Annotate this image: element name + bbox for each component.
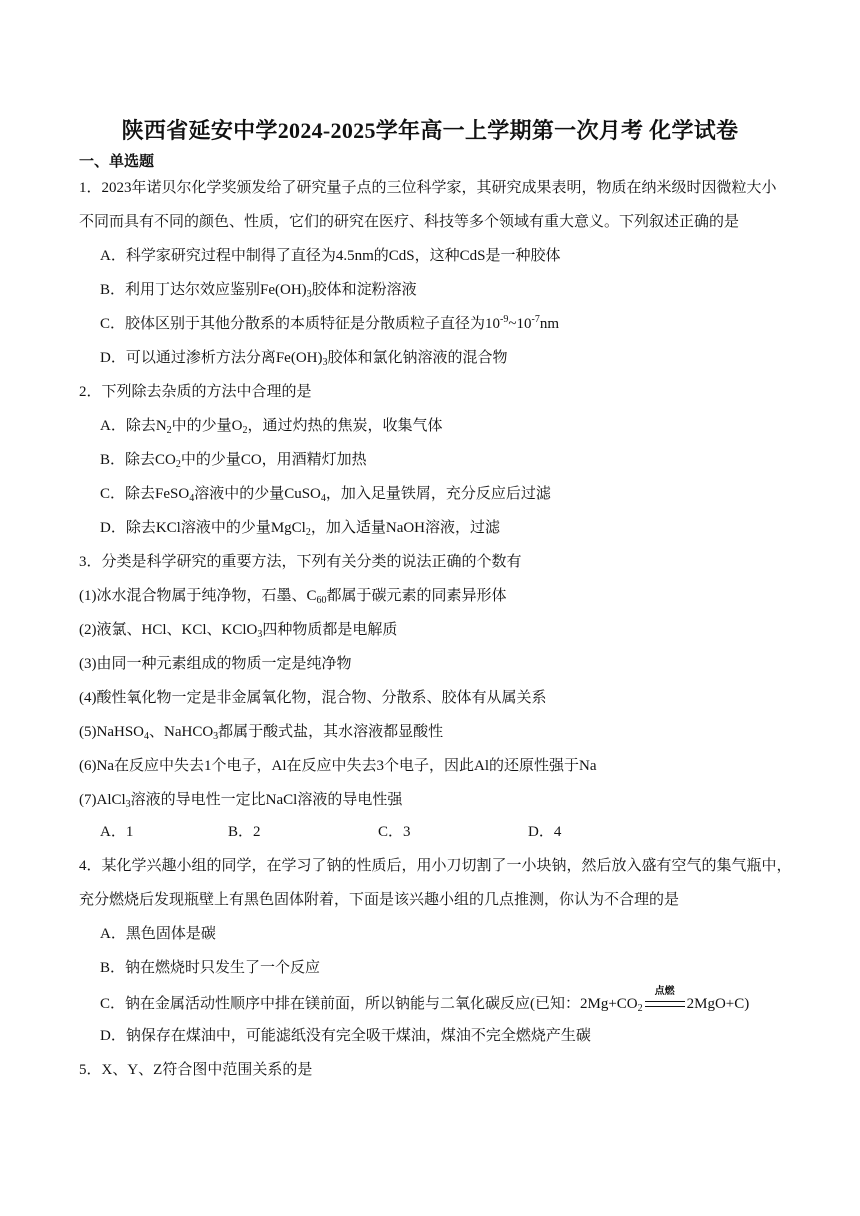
q2-option-a: A．除去$N_2$中的少量$O_2$，通过灼热的焦炭，收集气体 (100, 418, 443, 436)
q1-option-a: A．科学家研究过程中制得了直径为4.5nm的CdS，这种CdS是一种胶体 (100, 248, 561, 264)
q5-stem: 5．X、Y、Z符合图中范围关系的是 (79, 1062, 313, 1078)
q4-option-b: B．钠在燃烧时只发生了一个反应 (100, 960, 321, 976)
q2-option-d: D．除去KCl溶液中的少量MgCl$_2$，加入适量NaOH溶液，过滤 (100, 520, 501, 538)
q1-option-d: D．可以通过渗析方法分离$Fe(OH)_3$胶体和氯化钠溶液的混合物 (100, 350, 508, 368)
q1-option-c: C．胶体区别于其他分散系的本质特征是分散质粒子直径为$10^{-9}\sim 10^{-7}nm$ (100, 314, 559, 332)
q3-statement-4: (4)酸性氧化物一定是非金属氧化物，混合物、分散系、胶体有从属关系 (79, 690, 547, 706)
q3-statement-7: (7)AlCl$_3$溶液的导电性一定比NaCl溶液的导电性强 (79, 792, 403, 810)
q3-statement-1: (1)冰水混合物属于纯净物，石墨、$C_{60}$都属于碳元素的同素异形体 (79, 588, 507, 606)
q3-stem: 3．分类是科学研究的重要方法，下列有关分类的说法正确的个数有 (79, 554, 522, 570)
q3-statement-2: (2)液氯、HCl、KCl、KClO$_3$四种物质都是电解质 (79, 622, 398, 640)
q3-option-b: B．2 (228, 824, 261, 840)
q4-option-d: D．钠保存在煤油中，可能滤纸没有完全吸干煤油，煤油不完全燃烧产生碳 (100, 1028, 591, 1044)
q3-statement-6: (6)Na在反应中失去1个电子，Al在反应中失去3个电子，因此Al的还原性强于Na (79, 758, 597, 774)
q2-stem: 2．下列除去杂质的方法中合理的是 (79, 384, 312, 400)
q3-option-c: C．3 (378, 824, 411, 840)
q4-stem-line1: 4．某化学兴趣小组的同学，在学习了钠的性质后，用小刀切割了一小块钠，然后放入盛有空气的集气瓶中， (79, 858, 792, 874)
q1-stem-line1: 1．2023年诺贝尔化学奖颁发给了研究量子点的三位科学家，其研究成果表明，物质在纳米级时因微粒大小 (79, 180, 777, 196)
equals-sign (645, 1001, 685, 1007)
q3-statement-3: (3)由同一种元素组成的物质一定是纯净物 (79, 656, 352, 672)
q3-options-row (100, 822, 600, 842)
exam-title: 陕西省延安中学2024-2025学年高一上学期第一次月考 化学试卷 (121, 118, 739, 143)
q1-stem-line2: 不同而具有不同的颜色、性质，它们的研究在医疗、科技等多个领域有重大意义。下列叙述正确的是 (79, 214, 740, 230)
q2-option-b: B．除去$CO_2$中的少量CO，用酒精灯加热 (100, 452, 367, 470)
q3-statement-5: (5)NaHSO$_4$、NaHCO$_3$都属于酸式盐，其水溶液都显酸性 (79, 724, 444, 742)
q4-option-a: A．黑色固体是碳 (100, 926, 216, 942)
q2-option-c: C．除去FeSO$_4$溶液中的少量CuSO$_4$，加入足量铁屑，充分反应后过滤 (100, 486, 551, 504)
q3-option-d: D．4 (528, 824, 562, 840)
q4-stem-line2: 充分燃烧后发现瓶壁上有黑色固体附着，下面是该兴趣小组的几点推测，你认为不合理的是 (79, 892, 680, 908)
reaction-condition-ignite: 点燃 (643, 992, 687, 1010)
section-heading: 一、单选题 (79, 154, 155, 170)
q1-option-b: B．利用丁达尔效应鉴别$Fe(OH)_3$胶体和淀粉溶液 (100, 282, 417, 300)
q3-option-a: A．1 (100, 824, 134, 840)
q4-option-c: C．钠在金属活动性顺序中排在镁前面，所以钠能与二氧化碳反应(已知：$2Mg+CO_2$ 点燃 2MgO+C) (100, 986, 750, 1014)
